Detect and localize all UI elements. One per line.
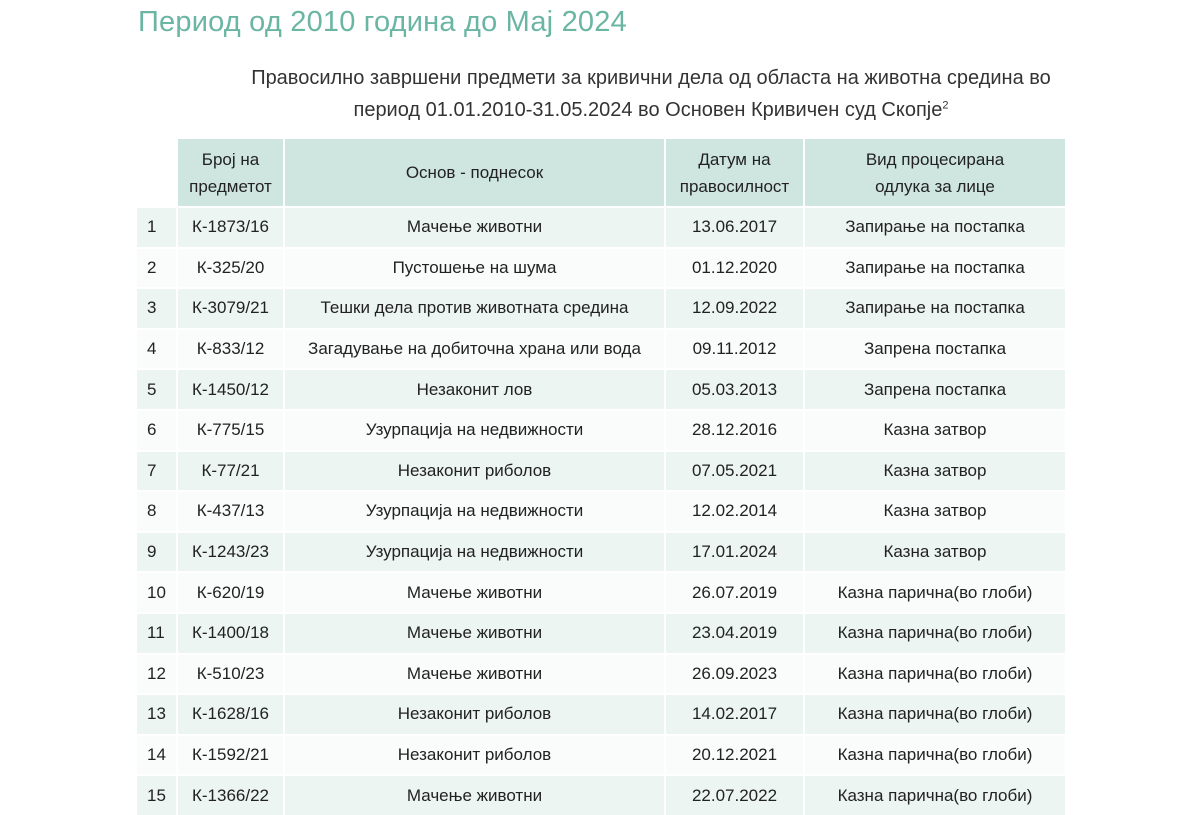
cell-basis: Тешки дела против животната средина [285, 287, 666, 328]
table-row [137, 734, 1065, 775]
cell-case-number: К-775/15 [178, 409, 285, 450]
cell-final-date: 09.11.2012 [666, 328, 805, 369]
header-decision-line-1: Вид процесирана [865, 149, 1005, 169]
cell-basis: Мачење животни [285, 206, 666, 247]
header-final-date [666, 139, 805, 206]
cell-basis: Узурпација на недвижности [285, 490, 666, 531]
cell-case-number: К-77/21 [178, 450, 285, 491]
table-row [137, 571, 1065, 612]
cases-table [137, 139, 1065, 815]
cell-index: 7 [137, 450, 178, 491]
table-row [137, 247, 1065, 288]
cell-index: 6 [137, 409, 178, 450]
cell-final-date: 26.07.2019 [666, 571, 805, 612]
table-row [137, 287, 1065, 328]
cell-case-number: К-437/13 [178, 490, 285, 531]
cell-index: 4 [137, 328, 178, 369]
cell-case-number: К-1366/22 [178, 774, 285, 815]
table-row [137, 693, 1065, 734]
cell-index: 13 [137, 693, 178, 734]
table-row [137, 774, 1065, 815]
cell-decision: Казна парична(во глоби) [805, 571, 1065, 612]
header-final-date-line-1: Датум на [698, 149, 771, 169]
cell-decision: Казна затвор [805, 450, 1065, 491]
header-case-number-line-2: предметот [189, 176, 272, 196]
header-basis: Основ - поднесок [285, 139, 666, 206]
cell-decision: Запирање на постапка [805, 287, 1065, 328]
caption-line-2-text: период 01.01.2010-31.05.2024 во Основен Кривичен суд Скопје [353, 99, 943, 121]
cell-case-number: К-1592/21 [178, 734, 285, 775]
cell-final-date: 20.12.2021 [666, 734, 805, 775]
cell-decision: Запрена постапка [805, 328, 1065, 369]
cell-decision: Казна парична(во глоби) [805, 693, 1065, 734]
table-row [137, 531, 1065, 572]
table-body [137, 206, 1065, 815]
cell-decision: Запирање на постапка [805, 247, 1065, 288]
cell-decision: Казна парична(во глоби) [805, 653, 1065, 694]
cell-index: 2 [137, 247, 178, 288]
cell-final-date: 12.09.2022 [666, 287, 805, 328]
cell-case-number: К-833/12 [178, 328, 285, 369]
cell-decision: Казна затвор [805, 409, 1065, 450]
cell-index: 5 [137, 368, 178, 409]
cell-final-date: 26.09.2023 [666, 653, 805, 694]
cell-basis: Незаконит лов [285, 368, 666, 409]
cell-case-number: К-1400/18 [178, 612, 285, 653]
cell-final-date: 17.01.2024 [666, 531, 805, 572]
cell-index: 11 [137, 612, 178, 653]
cell-basis: Узурпација на недвижности [285, 409, 666, 450]
table-row [137, 490, 1065, 531]
cell-final-date: 12.02.2014 [666, 490, 805, 531]
cell-index: 1 [137, 206, 178, 247]
table-row [137, 409, 1065, 450]
cell-index: 12 [137, 653, 178, 694]
cell-decision: Запирање на постапка [805, 206, 1065, 247]
header-final-date-line-2: правосилност [679, 176, 790, 196]
cell-index: 9 [137, 531, 178, 572]
header-case-number-line-1: Број на [201, 149, 260, 169]
cell-final-date: 14.02.2017 [666, 693, 805, 734]
cell-index: 3 [137, 287, 178, 328]
header-index [137, 139, 178, 206]
header-case-number [178, 139, 285, 206]
header-decision [805, 139, 1065, 206]
cell-basis: Мачење животни [285, 612, 666, 653]
cell-basis: Мачење животни [285, 774, 666, 815]
cell-case-number: К-510/23 [178, 653, 285, 694]
cell-decision: Казна затвор [805, 531, 1065, 572]
cell-basis: Узурпација на недвижности [285, 531, 666, 572]
table-row [137, 653, 1065, 694]
cell-index: 14 [137, 734, 178, 775]
cell-index: 8 [137, 490, 178, 531]
table-caption [138, 62, 1164, 126]
cell-index: 10 [137, 571, 178, 612]
cell-case-number: К-3079/21 [178, 287, 285, 328]
cell-case-number: К-1450/12 [178, 368, 285, 409]
table-row [137, 206, 1065, 247]
cell-decision: Запрена постапка [805, 368, 1065, 409]
table-header-row [137, 139, 1065, 206]
footnote-marker: 2 [942, 99, 949, 112]
table-row [137, 328, 1065, 369]
cell-final-date: 28.12.2016 [666, 409, 805, 450]
cell-decision: Казна парична(во глоби) [805, 612, 1065, 653]
cell-basis: Мачење животни [285, 571, 666, 612]
cell-basis: Незаконит риболов [285, 734, 666, 775]
cell-final-date: 22.07.2022 [666, 774, 805, 815]
cell-case-number: К-1243/23 [178, 531, 285, 572]
caption-line-1: Правосилно завршени предмети за кривични дела од областа на животна средина во [251, 67, 1051, 89]
cell-final-date: 13.06.2017 [666, 206, 805, 247]
cell-decision: Казна парична(во глоби) [805, 734, 1065, 775]
cell-case-number: К-325/20 [178, 247, 285, 288]
cell-decision: Казна затвор [805, 490, 1065, 531]
caption-line-2 [138, 94, 1164, 126]
cell-basis: Незаконит риболов [285, 693, 666, 734]
page-heading: Период од 2010 година до Мај 2024 [138, 6, 627, 38]
table-row [137, 450, 1065, 491]
cell-case-number: К-1628/16 [178, 693, 285, 734]
cell-case-number: К-620/19 [178, 571, 285, 612]
cell-basis: Мачење животни [285, 653, 666, 694]
cell-basis: Незаконит риболов [285, 450, 666, 491]
cell-final-date: 05.03.2013 [666, 368, 805, 409]
cell-final-date: 01.12.2020 [666, 247, 805, 288]
table-row [137, 368, 1065, 409]
cell-case-number: К-1873/16 [178, 206, 285, 247]
cell-basis: Пустошење на шума [285, 247, 666, 288]
table-row [137, 612, 1065, 653]
cell-basis: Загадување на добиточна храна или вода [285, 328, 666, 369]
cell-decision: Казна парична(во глоби) [805, 774, 1065, 815]
cell-index: 15 [137, 774, 178, 815]
cell-final-date: 07.05.2021 [666, 450, 805, 491]
cell-final-date: 23.04.2019 [666, 612, 805, 653]
header-decision-line-2: одлука за лице [875, 176, 995, 196]
